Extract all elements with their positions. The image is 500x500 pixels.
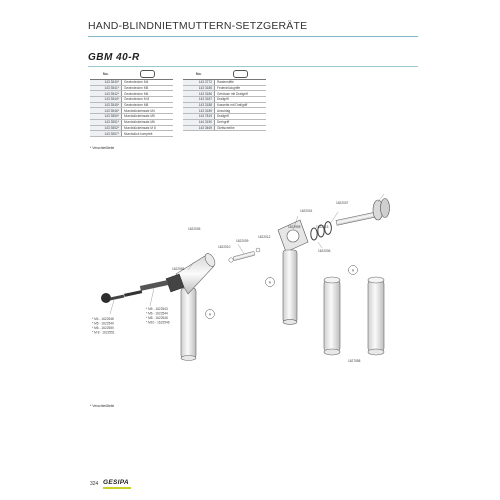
part-description: Kassette mit Drallgriff: [215, 102, 267, 108]
part-label: 1622555: [172, 267, 185, 271]
part-description: Rastenstifte: [215, 80, 267, 86]
table-row: [183, 125, 266, 131]
wrench-key-icon: [233, 70, 248, 78]
parts-table-right: [183, 68, 266, 131]
model-rule: [88, 66, 418, 67]
part-label: * M6 - 1622550: [92, 326, 114, 330]
part-description: Mundstück komplett: [122, 131, 174, 137]
page-header: [88, 20, 418, 37]
part-label: 1622009: [236, 239, 249, 243]
column-header-key: [122, 68, 174, 80]
part-description: Gewindedorn M8: [122, 102, 174, 108]
table-row: [90, 131, 173, 137]
part-label: 1622006: [318, 249, 331, 253]
part-number: 143 3544*: [90, 97, 122, 103]
brand-logo: GESIPA: [103, 479, 129, 486]
part-label: 1627558: [348, 359, 361, 363]
part-number: 144 3190: [183, 119, 215, 125]
callout-a-left: [206, 310, 215, 319]
page-number: 324: [90, 481, 99, 487]
header-rule: [88, 36, 418, 37]
part-number: 143 3185: [183, 85, 215, 91]
callout-a-center: [266, 278, 275, 287]
part-number: 143 3189: [183, 108, 215, 114]
part-number: 143 3187: [183, 97, 215, 103]
part-number: 143 3542*: [90, 91, 122, 97]
column-header-key: [215, 68, 267, 80]
part-label: 1622001: [300, 209, 313, 213]
part-label: * M5 - 1622549: [92, 321, 114, 326]
part-description: Anschlag: [215, 108, 267, 114]
wrench-key-icon: [140, 70, 155, 78]
left-handle: [181, 288, 196, 361]
part-label: * M 8 - 1622551: [92, 330, 115, 335]
column-header-no: No.: [183, 68, 215, 80]
part-label: * M6 - 1622544: [146, 311, 168, 316]
part-description: Mundstückeinsatz M6: [122, 119, 174, 125]
callout-a-right: [349, 266, 358, 275]
part-description: Drehgriff: [215, 119, 267, 125]
part-number: 143 3550*: [90, 114, 122, 120]
gear-head: [278, 220, 308, 324]
part-number: 143 3772: [183, 80, 215, 86]
part-label: 1622012: [258, 235, 271, 239]
part-number: 143 3552*: [90, 125, 122, 131]
part-description: Gleitscheibe: [215, 125, 267, 131]
page-title: HAND-BLINDNIETMUTTERN-SETZGERÄTE: [88, 20, 308, 32]
part-label: * M10 - 1622546: [146, 320, 170, 325]
part-number: 143 3540*: [90, 80, 122, 86]
part-number: 143 3557*: [90, 131, 122, 137]
callout-a-label: A: [268, 280, 272, 285]
part-number: 143 3186: [183, 91, 215, 97]
spindle-parts: [229, 248, 260, 262]
part-label: 1622005: [188, 227, 201, 231]
part-description: Mundstückeinsatz M4: [122, 108, 174, 114]
part-label: 1622007: [336, 201, 349, 205]
part-description: Gewindedorn M 8: [122, 97, 174, 103]
column-header-no: No.: [90, 68, 122, 80]
parts-table-left: [90, 68, 173, 137]
part-label: 1622010: [218, 245, 231, 249]
part-label: 1622015: [316, 225, 329, 229]
part-number: 143 3541*: [90, 85, 122, 91]
part-description: Gewindedorn M5: [122, 85, 174, 91]
part-number: 143 3546*: [90, 108, 122, 114]
part-number: 143 3188: [183, 102, 215, 108]
part-number: 143 3551*: [90, 119, 122, 125]
part-label: 1622999: [288, 225, 301, 229]
note-wear-parts: * Verschleißteile: [90, 404, 115, 408]
part-description: Gewindedorn M6: [122, 91, 174, 97]
brand-logo-bar: [103, 487, 131, 489]
part-description: Gewindedorn M4: [122, 80, 174, 86]
model-name: GBM 40-R: [88, 52, 140, 63]
part-label: * M5 - 1622543: [146, 307, 168, 311]
callout-a-label: A: [208, 312, 212, 317]
part-number: 143 3469: [183, 125, 215, 131]
exploded-view-diagram: [88, 190, 408, 395]
part-description: Gehäuse mit Drallgriff: [215, 91, 267, 97]
part-description: Mundstückeinsatz M 8: [122, 125, 174, 131]
part-number-labels: [92, 201, 361, 363]
note-wear-parts: * Verschleißteile: [90, 146, 115, 150]
part-number: 143 7819: [183, 114, 215, 120]
spare-sleeves: [324, 277, 384, 355]
part-description: Mundstückeinsatz M5: [122, 114, 174, 120]
part-label: * M8 - 1622545: [146, 316, 168, 320]
nose-housing: [166, 252, 217, 294]
mandrel-and-nozzle: [101, 280, 168, 303]
part-description: Drallgriff: [215, 114, 267, 120]
part-label: * M4 - 1622548: [92, 317, 114, 321]
part-number: 143 3545*: [90, 102, 122, 108]
part-description: Drallgriff: [215, 97, 267, 103]
part-description: Federdrückgriffe: [215, 85, 267, 91]
callout-a-label: A: [351, 268, 355, 273]
